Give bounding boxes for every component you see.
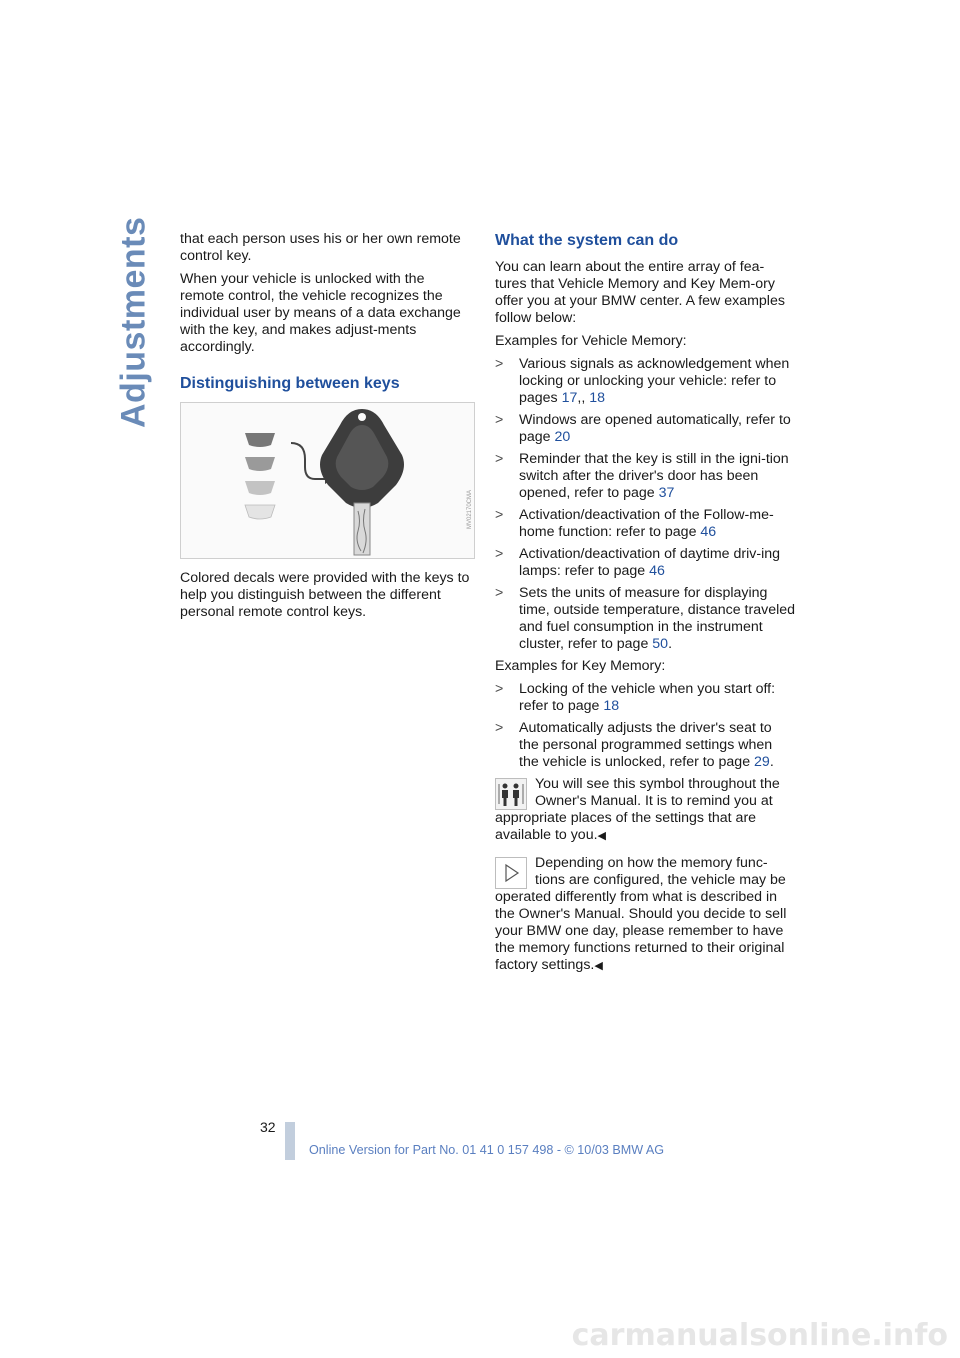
bullet-arrow-icon: > (495, 585, 504, 601)
section-title: Adjustments (114, 216, 153, 428)
vehicle-memory-label: Examples for Vehicle Memory: (495, 333, 687, 349)
left-column (180, 231, 473, 627)
decal-white-icon (245, 505, 275, 519)
figure-code: MV02170CMA (467, 489, 473, 529)
page-link[interactable]: 18 (603, 698, 620, 714)
end-mark-icon: ◀ (597, 830, 607, 842)
bullet-arrow-icon: > (495, 356, 504, 372)
bullet-arrow-icon: > (495, 681, 504, 697)
page-link[interactable]: 46 (700, 524, 717, 540)
memory-symbol-note: You will see this symbol throughout the Owner's Manual. It is to remind you at appropriate places of the settings that are available to you.◀ (495, 776, 780, 843)
key-decals-figure (180, 402, 475, 559)
paragraph: that each person uses his or her own remote control key. (180, 231, 461, 264)
list-item: > Activation/deactivation of daytime driv-ing lamps: refer to page 46 (495, 546, 781, 579)
page-link[interactable]: 50 (652, 636, 669, 652)
end-mark-icon: ◀ (594, 960, 603, 972)
key-memory-label: Examples for Key Memory: (495, 658, 666, 674)
bullet-arrow-icon: > (495, 720, 504, 736)
list-item: > Reminder that the key is still in the igni-tion switch after the driver's door has been opened, refer to page 37 (495, 451, 789, 501)
arrow-icon (291, 443, 325, 479)
page-number: 32 (260, 1119, 276, 1135)
bullet-arrow-icon: > (495, 546, 504, 562)
memory-persons-icon (495, 778, 527, 810)
page-link[interactable]: 29 (754, 754, 770, 770)
paragraph: When your vehicle is unlocked with the remote control, the vehicle recognizes the individual user by means of a data exchange with the key, and makes adjust-ments accordingly. (180, 271, 461, 355)
page-link[interactable]: 18 (589, 390, 605, 406)
page-link[interactable]: 37 (658, 485, 675, 501)
watermark: carmanualsonline.info (571, 1318, 948, 1353)
play-triangle-icon (495, 857, 527, 889)
section-heading-system: What the system can do (495, 232, 679, 249)
right-column (495, 231, 795, 981)
page-link[interactable]: 20 (554, 429, 571, 445)
section-heading-keys: Distinguishing between keys (180, 375, 400, 392)
page-link[interactable]: 46 (649, 563, 665, 579)
paragraph: Colored decals were provided with the keys to help you distinguish between the different personal remote control keys. (180, 570, 470, 620)
list-item: > Windows are opened automatically, refer to page 20 (495, 412, 791, 445)
list-item: > Locking of the vehicle when you start off: refer to page 18 (495, 681, 776, 714)
key-illustration (181, 403, 474, 558)
decal-light-icon (245, 481, 275, 495)
margin-bar (285, 1122, 295, 1160)
decal-dark-icon (245, 433, 275, 447)
paragraph: You can learn about the entire array of fea-tures that Vehicle Memory and Key Mem-ory offer you at your BMW center. A few examples follow below: (495, 259, 785, 326)
bullet-arrow-icon: > (495, 451, 504, 467)
decal-medium-icon (245, 457, 275, 471)
bullet-arrow-icon: > (495, 507, 504, 523)
list-item: > Various signals as acknowledgement when locking or unlocking your vehicle: refer to pages 17,, 18 (495, 356, 790, 406)
page-link[interactable]: 17 (561, 390, 578, 406)
list-item: > Automatically adjusts the driver's seat to the personal programmed settings when the vehicle is unlocked, refer to page 29. (495, 720, 774, 770)
list-item: > Activation/deactivation of the Follow-me-home function: refer to page 46 (495, 507, 774, 540)
bullet-arrow-icon: > (495, 412, 504, 428)
caution-note: Depending on how the memory func-tions are configured, the vehicle may be operated differently from what is described in the Owner's Manual. Should you decide to sell your BMW one day, please remember to have the memory functions returned to their original factory settings.◀ (495, 855, 787, 973)
list-item: > Sets the units of measure for displaying time, outside temperature, distance traveled and fuel consumption in the instrument cluster, refer to page 50. (495, 585, 796, 652)
key-blade-icon (354, 503, 370, 555)
